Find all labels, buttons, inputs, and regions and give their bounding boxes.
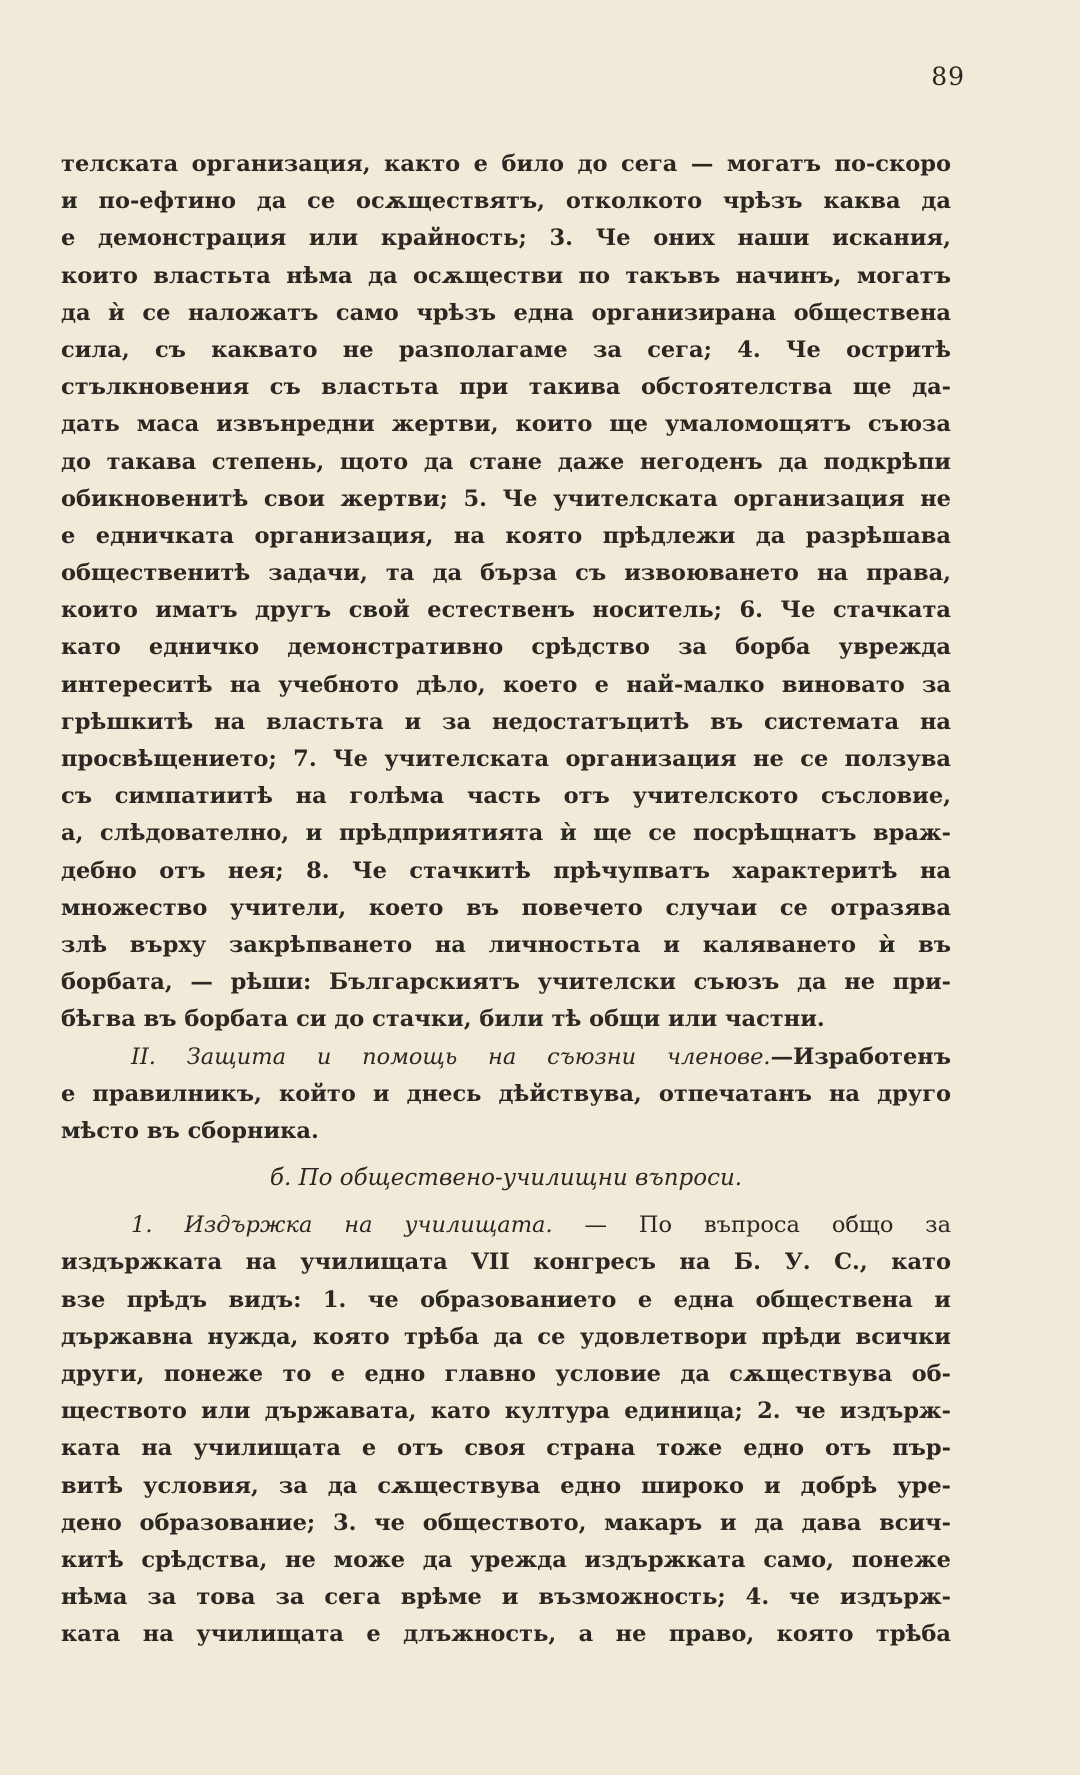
text-line: телската организация, както е било до сега — могатъ по-скоро xyxy=(61,151,951,177)
text-line: множество учители, което въ повечето случаи се отразява xyxy=(61,894,951,921)
text-line: е демонстрация или крайность; 3. Че оних наши искания, xyxy=(61,225,951,252)
text-line: е едничката организация, на която прѣдлежи да разрѣшава xyxy=(61,522,951,549)
section-1-first-line xyxy=(61,1207,951,1244)
text-line: а, слѣдователно, и прѣдприятията ѝ ще се посрѣщнатъ враж- xyxy=(61,820,951,847)
text-line: други, понеже то е едно главно условие да сѫществува об- xyxy=(61,1361,951,1387)
text-line: грѣшкитѣ на властьта и за недостатъцитѣ въ системата на xyxy=(61,708,951,735)
text-line: дено образование; 3. че обществото, макаръ и да дава всич- xyxy=(61,1509,951,1536)
text-line: ката на училищата е отъ своя страна тоже едно отъ пър- xyxy=(61,1435,951,1462)
text-line: дать маса извънредни жертви, които ще умаломощятъ съюза xyxy=(61,411,951,438)
text-line: е правилникъ, който и днесь дѣйствува, отпечатанъ на друго xyxy=(61,1080,951,1107)
text-line: които властьта нѣма да осѫществи по такъвъ начинъ, могатъ xyxy=(61,262,951,289)
text-line: просвѣщението; 7. Че учителската организация не се ползува xyxy=(61,746,951,772)
section-ii-line1-rest: —Изработенъ xyxy=(770,1043,951,1070)
text-line: да ѝ се наложатъ само чрѣзъ една организирана обществена xyxy=(61,299,951,326)
text-line: стълкновения съ властьта при такива обстоятелства ще да- xyxy=(61,374,951,401)
text-line: дебно отъ нея; 8. Че стачкитѣ прѣчупватъ характеритѣ на xyxy=(61,857,951,884)
text-line: издържката на училищата VII конгресъ на Б. У. С., като xyxy=(61,1249,951,1276)
text-line: нѣма за това за сега врѣме и възможность; 4. че издърж- xyxy=(61,1584,951,1611)
text-line: обикновенитѣ свои жертви; 5. Че учителската организация не xyxy=(61,485,951,512)
section-1-line1-rest: — По въпроса общо за xyxy=(552,1212,951,1239)
text-line: общественитѣ задачи, та да бърза съ извоюването на права, xyxy=(61,560,951,587)
page-body xyxy=(61,146,951,1654)
text-line: ката на училищата е длъжность, а не право, която трѣба xyxy=(61,1621,951,1648)
section-ii-first-line xyxy=(61,1039,951,1076)
text-line: злѣ върху закрѣпването на личностьта и каляването ѝ въ xyxy=(61,931,951,958)
text-line: които иматъ другъ свой естественъ носитель; 6. Че стачката xyxy=(61,597,951,624)
text-line: интереситѣ на учебното дѣло, което е най-малко виновато за xyxy=(61,671,951,698)
text-line: витѣ условия, за да сѫществува едно широко и добрѣ уре- xyxy=(61,1472,951,1499)
text-line: и по-ефтино да се осѫществятъ, отколкото чрѣзъ каква да xyxy=(61,188,951,215)
paragraph-resolution xyxy=(61,146,951,1039)
text-line: бѣгва въ борбата си до стачки, били тѣ общи или частни. xyxy=(61,1006,825,1033)
page-number: 89 xyxy=(931,62,965,91)
text-line: държавна нужда, която трѣба да се удовлетвори прѣди всички xyxy=(61,1323,951,1350)
text-line: китѣ срѣдства, не може да урежда издържката само, понеже xyxy=(61,1546,951,1573)
text-line: взе прѣдъ видъ: 1. че образованието е една обществена и xyxy=(61,1286,951,1313)
text-line: борбата, — рѣши: Българскиятъ учителски съюзъ да не при- xyxy=(61,969,951,996)
section-ii-title: II. Защита и помощь на съюзни членове. xyxy=(131,1043,771,1070)
section-heading-b: б. По обществено-училищни въпроси. xyxy=(269,1165,743,1192)
text-line: като едничко демонстративно срѣдство за борба уврежда xyxy=(61,634,951,661)
text-line: до такава степень, щото да стане даже негоденъ да подкрѣпи xyxy=(61,448,951,475)
text-line: мѣсто въ сборника. xyxy=(61,1117,319,1144)
section-1-title: 1. Издържка на училищата. xyxy=(131,1212,553,1239)
paragraph-section-1 xyxy=(61,1207,951,1653)
text-line: сила, съ каквато не разполагаме за сега; 4. Че остритѣ xyxy=(61,336,951,363)
text-line: съ симпатиитѣ на голѣма часть отъ учителското съсловие, xyxy=(61,783,951,810)
text-line: ществото или държавата, като култура единица; 2. че издърж- xyxy=(61,1398,951,1425)
paragraph-section-ii xyxy=(61,1039,951,1151)
